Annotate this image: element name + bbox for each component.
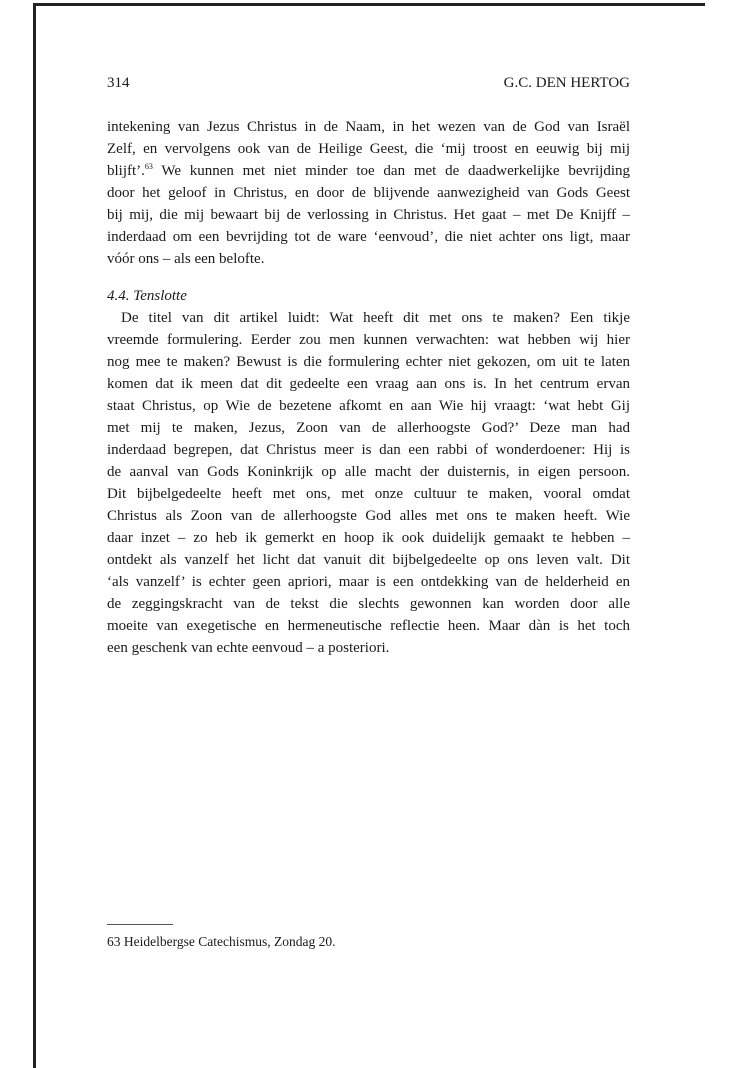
paragraph-line: Dit bijbelgedeelte heeft met ons, met onze cultuur te maken, vooral omdat	[107, 486, 630, 502]
paragraph-line: inderdaad om een bevrijding tot de ware ‘eenvoud’, die niet achter ons ligt, maar	[107, 229, 630, 245]
paragraph-line: komen dat ik meen dat dit gedeelte een vraag aan ons is. In het centrum ervan	[107, 376, 630, 392]
line-text: blijft’.	[107, 163, 145, 179]
paragraph-line: daar inzet – zo heb ik gemerkt en hoop ik ook duidelijk gemaakt te hebben –	[107, 530, 630, 546]
section-heading: 4.4. Tenslotte	[107, 288, 187, 304]
paragraph-line: een geschenk van echte eenvoud – a posteriori.	[107, 640, 390, 656]
paragraph-line: vreemde formulering. Eerder zou men kunnen verwachten: wat hebben wij hier	[107, 332, 630, 348]
paragraph-line: Zelf, en vervolgens ook van de Heilige Geest, die ‘mij troost en eeuwig bij mij	[107, 141, 630, 157]
paragraph-line: de zeggingskracht van de tekst die slechts gewonnen kan worden door alle	[107, 596, 630, 612]
paragraph-line: bij mij, die mij bewaart bij de verlossing in Christus. Het gaat – met De Knijff –	[107, 207, 630, 223]
footnote-reference: 63	[144, 162, 153, 171]
paragraph-line	[107, 160, 630, 182]
paragraph-line: inderdaad begrepen, dat Christus meer is dan een rabbi of wonderdoener: Hij is	[107, 442, 630, 458]
running-head-author: G.C. DEN HERTOG	[503, 75, 630, 91]
line-text: We kunnen met niet minder toe dan met de daadwerkelijke bevrijding	[152, 163, 630, 179]
paragraph-line: Christus als Zoon van de allerhoogste God alles met ons te maken heeft. Wie	[107, 508, 630, 524]
paragraph-line: nog mee te maken? Bewust is die formulering echter niet gekozen, om uit te laten	[107, 354, 630, 370]
paragraph-line: staat Christus, op Wie de bezetene afkomt en aan Wie hij vraagt: ‘wat hebt Gij	[107, 398, 630, 414]
paragraph-1	[107, 116, 630, 270]
paragraph-line: moeite van exegetische en hermeneutische reflectie heen. Maar dàn is het toch	[107, 618, 630, 634]
footnote-divider	[107, 924, 173, 925]
paragraph-line: met mij te maken, Jezus, Zoon van de allerhoogste God?’ Deze man had	[107, 420, 630, 436]
paragraph-line: ‘als vanzelf’ is echter geen apriori, maar is een ontdekking van de helderheid en	[107, 574, 630, 590]
paragraph-line: intekening van Jezus Christus in de Naam, in het wezen van de God van Israël	[107, 119, 630, 135]
paragraph-line: de aanval van Gods Koninkrijk op alle macht der duisternis, in eigen persoon.	[107, 464, 630, 480]
scan-border-left	[33, 3, 36, 1068]
scan-border-top	[33, 3, 705, 6]
page-number: 314	[107, 75, 130, 91]
paragraph-2	[107, 307, 630, 659]
running-head	[107, 74, 630, 92]
paragraph-line: door het geloof in Christus, en door de blijvende aanwezigheid van Gods Geest	[107, 185, 630, 201]
paragraph-line: ontdekt als vanzelf het licht dat vanuit dit bijbelgedeelte op ons leven valt. Dit	[107, 552, 630, 568]
paragraph-line: vóór ons – als een belofte.	[107, 251, 265, 267]
paragraph-line: De titel van dit artikel luidt: Wat heeft dit met ons te maken? Een tikje	[121, 310, 630, 326]
footnote: 63 Heidelbergse Catechismus, Zondag 20.	[107, 934, 336, 949]
